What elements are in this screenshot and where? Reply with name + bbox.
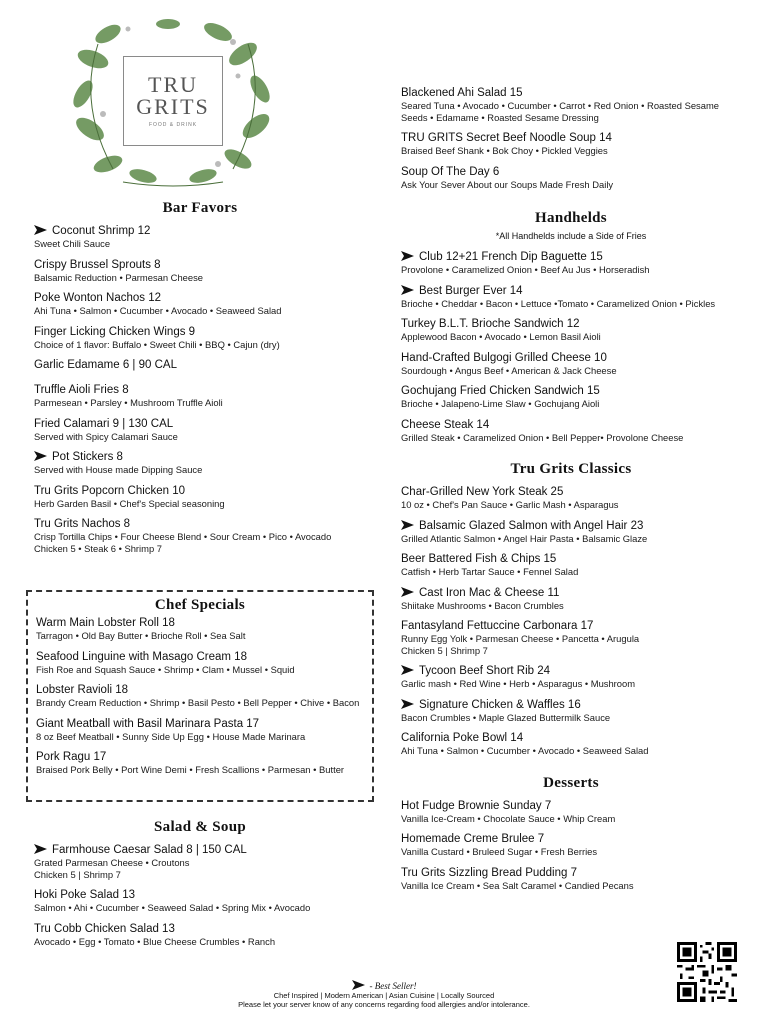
chef-specials-box [26,590,374,802]
best-seller-arrow-icon [401,285,414,295]
item-name: Gochujang Fried Chicken Sandwich 15 [401,385,600,397]
menu-item [401,664,741,690]
item-description: Brandy Cream Reduction • Shrimp • Basil Pesto • Bell Pepper • Chive • Bacon [36,697,360,708]
item-description: Ahi Tuna • Salmon • Cucumber • Avocado • Seaweed Salad [34,305,282,316]
menu-item [34,517,366,554]
item-description: Avocado • Egg • Tomato • Blue Cheese Crumbles • Ranch [34,935,276,947]
item-name: Fantasyland Fettuccine Carbonara 17 [401,620,594,632]
item-description: Runny Egg Yolk • Parmesan Cheese • Pancetta • Arugula [401,633,640,644]
item-description: Grated Parmesan Cheese • Croutons [34,857,190,868]
item-description: Shiitake Mushrooms • Bacon Crumbles [401,599,564,611]
right-column [401,86,741,899]
item-name: Tru Grits Nachos 8 [34,518,131,530]
menu-item [401,418,741,444]
item-name: Lobster Ravioli 18 [36,684,129,696]
item-description: Seared Tuna • Avocado • Cucumber • Carrot • Red Onion • Roasted Sesame Seeds • Edamame • Roasted Sesame Dressing [401,100,719,123]
item-name: Hot Fudge Brownie Sunday 7 [401,799,552,812]
logo-text-tru: TRU [148,72,198,97]
menu-item [34,325,366,351]
item-description: Sweet Chili Sauce [34,238,111,249]
menu-item [401,519,741,545]
menu-item [34,358,366,372]
item-description: Garlic mash • Red Wine • Herb • Asparagus • Mushroom [401,678,636,689]
item-description: Served with House made Dipping Sauce [34,464,203,475]
item-name: Pork Ragu 17 [36,751,107,763]
item-description: Provolone • Caramelized Onion • Beef Au Jus • Horseradish [401,264,650,275]
item-description: Braised Beef Shank • Bok Choy • Pickled Veggies [401,145,608,156]
best-seller-arrow-icon [401,520,414,530]
item-name: Blackened Ahi Salad 15 [401,87,523,99]
menu-item [401,384,741,410]
section-title-handhelds: Handhelds [535,210,607,226]
item-name: Giant Meatball with Basil Marinara Pasta 17 [36,717,260,730]
menu-item [34,888,366,914]
menu-item [34,922,366,948]
section-title-salad-soup: Salad & Soup [154,819,246,835]
best-seller-legend [0,980,768,991]
best-seller-arrow-icon [352,980,365,990]
item-name: Crispy Brussel Sprouts 8 [34,258,161,271]
item-name: Farmhouse Caesar Salad 8 | 150 CAL [52,844,247,856]
footer-tagline: Chef Inspired | Modern American | Asian Cuisine | Locally Sourced [273,991,495,1000]
item-name: Cheese Steak 14 [401,418,490,431]
item-description: Ask Your Sever About our Soups Made Fresh Daily [401,178,614,190]
section-title-classics: Tru Grits Classics [510,461,632,477]
item-name: Coconut Shrimp 12 [52,225,151,237]
item-name: Tru Grits Popcorn Chicken 10 [34,484,186,497]
menu-item [34,843,366,880]
menu-item [401,351,741,377]
menu-item [401,832,741,858]
item-name: Truffle Aioli Fries 8 [34,384,129,396]
best-seller-arrow-icon [401,251,414,261]
menu-item [36,616,364,642]
menu-item [401,866,741,892]
item-name: Balsamic Glazed Salmon with Angel Hair 23 [419,519,644,532]
menu-item [34,224,366,250]
item-name: Tycoon Beef Short Rib 24 [419,665,551,677]
item-name: Garlic Edamame 6 | 90 CAL [34,359,177,371]
item-name: Soup Of The Day 6 [401,165,500,178]
item-description: Brioche • Jalapeno-Lime Slaw • Gochujang Aioli [401,398,600,409]
menu-item [401,552,741,578]
item-description: 8 oz Beef Meatball • Sunny Side Up Egg • House Made Marinara [36,730,306,742]
logo-text-grits: GRITS [136,94,210,119]
logo-frame [123,56,223,146]
menu-item [34,417,366,443]
item-name: Tru Cobb Chicken Salad 13 [34,922,175,935]
left-column [34,200,366,562]
item-name: Turkey B.L.T. Brioche Sandwich 12 [401,318,580,330]
item-description: Tarragon • Old Bay Butter • Brioche Roll • Sea Salt [36,630,246,641]
item-name: Best Burger Ever 14 [419,284,523,297]
menu-item [36,750,364,776]
item-description: 10 oz • Chef's Pan Sauce • Garlic Mash • Asparagus [401,499,619,510]
best-seller-arrow-icon [401,665,414,675]
item-name: Hoki Poke Salad 13 [34,889,136,901]
item-description: Bacon Crumbles • Maple Glazed Buttermilk Sauce [401,711,611,723]
best-seller-arrow-icon [34,225,47,235]
menu-item [34,484,366,510]
footer-allergy-note: Please let your server know of any concerns regarding food allergies and/or intolerance. [238,1000,530,1009]
menu-item [401,284,741,310]
logo-subtitle: FOOD & DRINK [148,122,198,128]
handhelds-note: *All Handhelds include a Side of Fries [495,231,647,241]
menu-item [401,86,741,123]
menu-item [401,799,741,825]
best-seller-arrow-icon [401,587,414,597]
item-description: Catfish • Herb Tartar Sauce • Fennel Salad [401,566,579,577]
item-addons: Chicken 5 | Shrimp 7 [401,644,488,656]
item-description: Fish Roe and Squash Sauce • Shrimp • Clam • Mussel • Squid [36,663,295,675]
item-description: Vanilla Ice Cream • Sea Salt Caramel • Candied Pecans [401,879,634,891]
menu-item [36,650,364,676]
item-description: Crisp Tortilla Chips • Four Cheese Blend • Sour Cream • Pico • Avocado [34,531,332,542]
item-description: Braised Pork Belly • Port Wine Demi • Fresh Scallions • Parmesan • Butter [36,764,345,775]
item-name: Hand-Crafted Bulgogi Grilled Cheese 10 [401,351,607,364]
item-description: Balsamic Reduction • Parmesan Cheese [34,271,203,283]
item-name: TRU GRITS Secret Beef Noodle Soup 14 [401,132,612,144]
menu-item [34,258,366,284]
item-description: Grilled Steak • Caramelized Onion • Bell Pepper• Provolone Cheese [401,431,684,443]
item-name: Beer Battered Fish & Chips 15 [401,553,557,565]
menu-item [401,485,741,511]
item-name: Seafood Linguine with Masago Cream 18 [36,650,247,663]
salad-soup-section [34,819,366,955]
item-description: Vanilla Ice-Cream • Chocolate Sauce • Whip Cream [401,812,616,824]
menu-item [401,165,741,191]
item-description: Ahi Tuna • Salmon • Cucumber • Avocado • Seaweed Salad [401,745,649,756]
item-name: Signature Chicken & Waffles 16 [419,698,581,711]
item-name: Warm Main Lobster Roll 18 [36,617,175,629]
menu-item [401,586,741,612]
item-name: Finger Licking Chicken Wings 9 [34,325,196,338]
item-description: Grilled Atlantic Salmon • Angel Hair Pasta • Balsamic Glaze [401,532,648,544]
menu-item [401,619,741,656]
item-description: Sourdough • Angus Beef • American & Jack Cheese [401,364,617,376]
menu-item [36,717,364,743]
item-description: Parmesean • Parsley • Mushroom Truffle Aioli [34,397,223,408]
item-name: Tru Grits Sizzling Bread Pudding 7 [401,866,577,879]
item-name: Pot Stickers 8 [52,451,123,463]
menu-footer [0,980,768,1009]
best-seller-arrow-icon [34,451,47,461]
menu-item [401,731,741,757]
best-seller-arrow-icon [34,844,47,854]
restaurant-logo [68,14,278,190]
item-name: Char-Grilled New York Steak 25 [401,486,564,498]
item-name: California Poke Bowl 14 [401,732,524,744]
section-title-desserts: Desserts [543,774,599,791]
item-name: Poke Wonton Nachos 12 [34,292,162,304]
menu-item [34,383,366,409]
item-description: Brioche • Cheddar • Bacon • Lettuce •Tomato • Caramelized Onion • Pickles [401,297,716,309]
menu-item [34,450,366,476]
item-description: Served with Spicy Calamari Sauce [34,430,178,442]
item-description: Choice of 1 flavor: Buffalo • Sweet Chili • BBQ • Cajun (dry) [34,338,280,350]
item-description: Herb Garden Basil • Chef's Special seasoning [34,497,225,509]
menu-item [401,317,741,343]
item-name: Fried Calamari 9 | 130 CAL [34,417,174,430]
item-description: Vanilla Custard • Bruleed Sugar • Fresh Berries [401,846,598,857]
item-name: Cast Iron Mac & Cheese 11 [419,586,560,599]
menu-item [401,698,741,724]
item-name: Homemade Creme Brulee 7 [401,833,545,845]
section-title-chef-specials: Chef Specials [154,597,246,613]
best-seller-arrow-icon [401,699,414,709]
item-name: Club 12+21 French Dip Baguette 15 [419,251,603,263]
item-addons: Chicken 5 • Steak 6 • Shrimp 7 [34,542,162,554]
menu-item [34,291,366,317]
section-title-bar-favors: Bar Favors [162,200,238,216]
item-addons: Chicken 5 | Shrimp 7 [34,868,121,880]
menu-item [401,131,741,157]
menu-item [36,683,364,709]
item-description: Applewood Bacon • Avocado • Lemon Basil Aioli [401,331,601,342]
menu-item [401,250,741,276]
item-description: Salmon • Ahi • Cucumber • Seaweed Salad • Spring Mix • Avocado [34,902,311,913]
best-seller-text: - Best Seller! [369,981,417,991]
